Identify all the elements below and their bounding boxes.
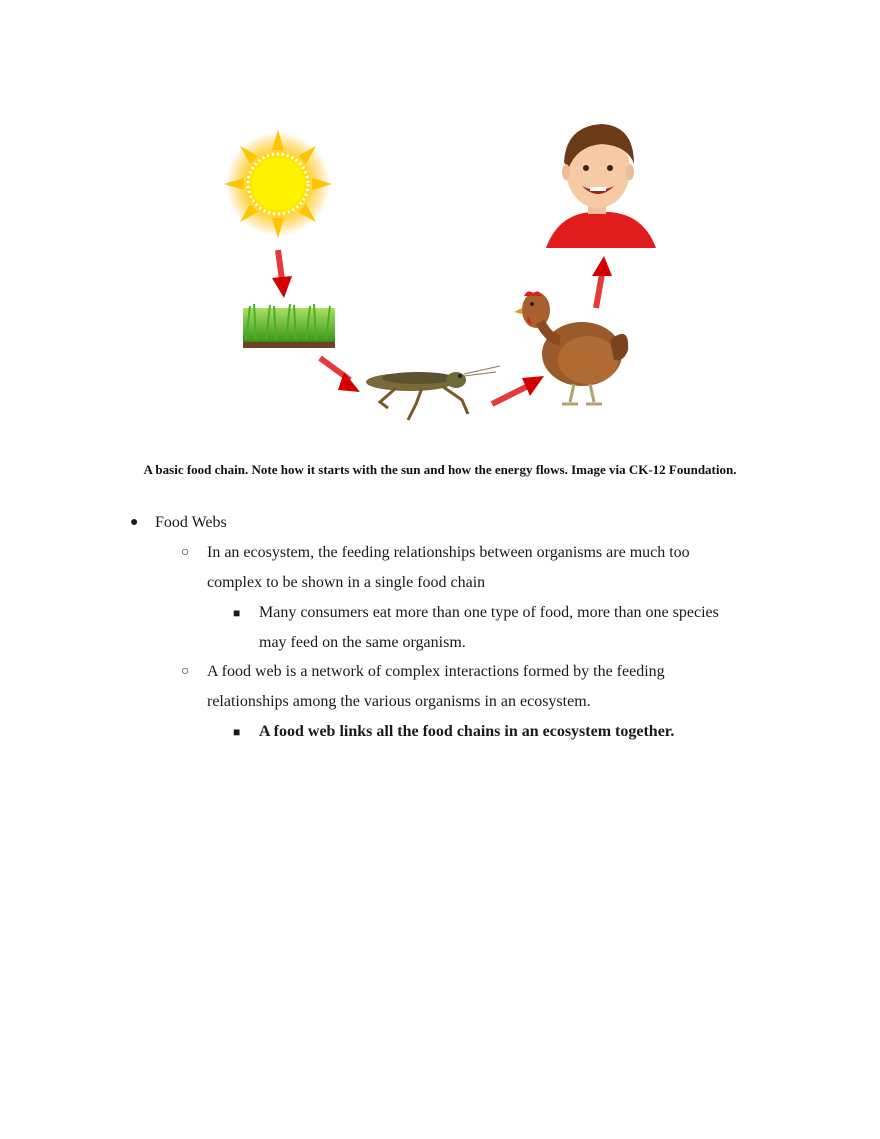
list-item-text-bold: A food web links all the food chains in an ecosystem together. (259, 723, 675, 740)
list-item-text: In an ecosystem, the feeding relationships between organisms are much too (207, 544, 690, 561)
arrow-chicken-to-child (592, 256, 612, 308)
child-icon (546, 124, 656, 248)
bullet-dot: ● (130, 515, 139, 530)
grasshopper-icon (366, 366, 500, 420)
grass-icon (243, 304, 335, 348)
food-chain-figure (210, 110, 670, 440)
arrow-grasshopper-to-chicken (492, 376, 544, 404)
arrow-sun-to-grass (272, 250, 292, 298)
bullet-square: ■ (233, 725, 241, 739)
heading-food-webs: Food Webs (155, 514, 227, 531)
sun-icon (224, 130, 332, 238)
list-item-text: complex to be shown in a single food chain (207, 574, 486, 591)
list-item-text: Many consumers eat more than one type of food, more than one species (259, 604, 719, 621)
list-item-text: A food web is a network of complex interactions formed by the feeding (207, 663, 665, 680)
bullet-circle: ○ (181, 545, 190, 560)
list-item-text: relationships among the various organisms in an ecosystem. (207, 693, 591, 710)
figure-caption: A basic food chain. Note how it starts with the sun and how the energy flows. Image via CK-12 Foundation. (143, 462, 737, 477)
list-item-text: may feed on the same organism. (259, 634, 466, 651)
bullet-square: ■ (233, 606, 241, 620)
bullet-circle: ○ (181, 664, 190, 679)
arrow-grass-to-grasshopper (320, 358, 360, 392)
